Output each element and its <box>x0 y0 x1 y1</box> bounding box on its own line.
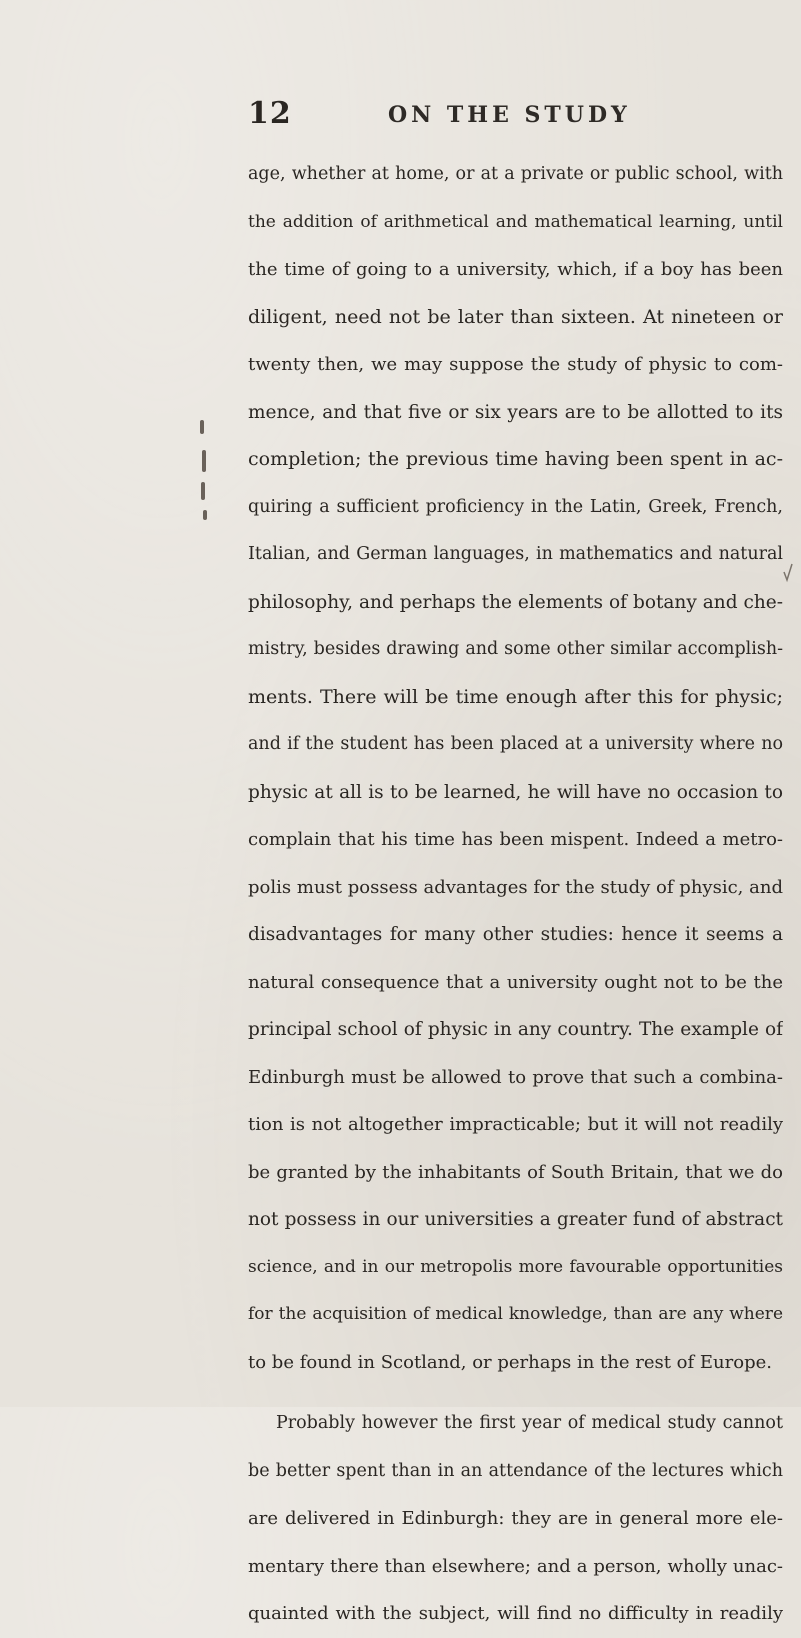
running-head: ON THE STUDY <box>388 102 631 128</box>
text-line: mence, and that five or six years are to be allotted to its <box>248 401 783 423</box>
text-line: are delivered in Edinburgh: they are in general more ele- <box>248 1508 783 1529</box>
text-line: twenty then, we may suppose the study of physic to com- <box>248 354 783 375</box>
text-line: be better spent than in an attendance of the lectures which <box>248 1460 783 1481</box>
text-line: Edinburgh must be allowed to prove that such a combina- <box>248 1066 783 1088</box>
text-line: Probably however the first year of medical study cannot <box>276 1413 783 1433</box>
text-line: science, and in our metropolis more favourable opportunities <box>248 1256 783 1277</box>
text-line: the addition of arithmetical and mathematical learning, until <box>248 211 783 232</box>
body-text <box>248 151 783 1638</box>
text-line: quiring a sufficient proficiency in the Latin, Greek, French, <box>248 496 783 517</box>
text-line: physic at all is to be learned, he will have no occasion to <box>248 781 783 803</box>
paragraph-1 <box>248 151 783 1386</box>
paragraph-2 <box>248 1400 783 1638</box>
text-line: philosophy, and perhaps the elements of botany and che- <box>248 591 783 613</box>
text-line: mentary there than elsewhere; and a person, wholly unac- <box>248 1555 783 1577</box>
text-line: mistry, besides drawing and some other similar accomplish- <box>248 639 783 659</box>
text-line: tion is not altogether impracticable; but it will not readily <box>248 1114 783 1135</box>
page-header <box>248 96 788 136</box>
margin-ink-marks <box>198 420 212 540</box>
text-line: be granted by the inhabitants of South Britain, that we do <box>248 1161 783 1183</box>
text-line: and if the student has been placed at a university where no <box>248 734 783 754</box>
text-line: not possess in our universities a greater fund of abstract <box>248 1209 783 1230</box>
text-line: diligent, need not be later than sixteen. At nineteen or <box>248 305 783 328</box>
text-line: ments. There will be time enough after this for physic; <box>248 685 783 708</box>
margin-tick-mark <box>783 560 793 584</box>
text-line: for the acquisition of medical knowledge, than are any where <box>248 1304 783 1324</box>
text-line: complain that his time has been mispent. Indeed a metro- <box>248 829 783 850</box>
text-line: principal school of physic in any country. The example of <box>248 1019 783 1040</box>
text-line: Italian, and German languages, in mathematics and natural <box>248 544 783 564</box>
text-line: disadvantages for many other studies: hence it seems a <box>248 924 783 945</box>
text-line: age, whether at home, or at a private or public school, with <box>248 164 783 184</box>
text-line: quainted with the subject, will find no difficulty in readily <box>248 1603 783 1624</box>
text-line: completion; the previous time having been spent in ac- <box>248 448 783 470</box>
text-line: polis must possess advantages for the study of physic, and <box>248 876 783 898</box>
text-line: to be found in Scotland, or perhaps in the rest of Europe. <box>248 1351 772 1373</box>
text-line: natural consequence that a university ought not to be the <box>248 971 783 993</box>
page-number: 12 <box>248 96 292 131</box>
text-line: the time of going to a university, which, if a boy has been <box>248 259 783 280</box>
